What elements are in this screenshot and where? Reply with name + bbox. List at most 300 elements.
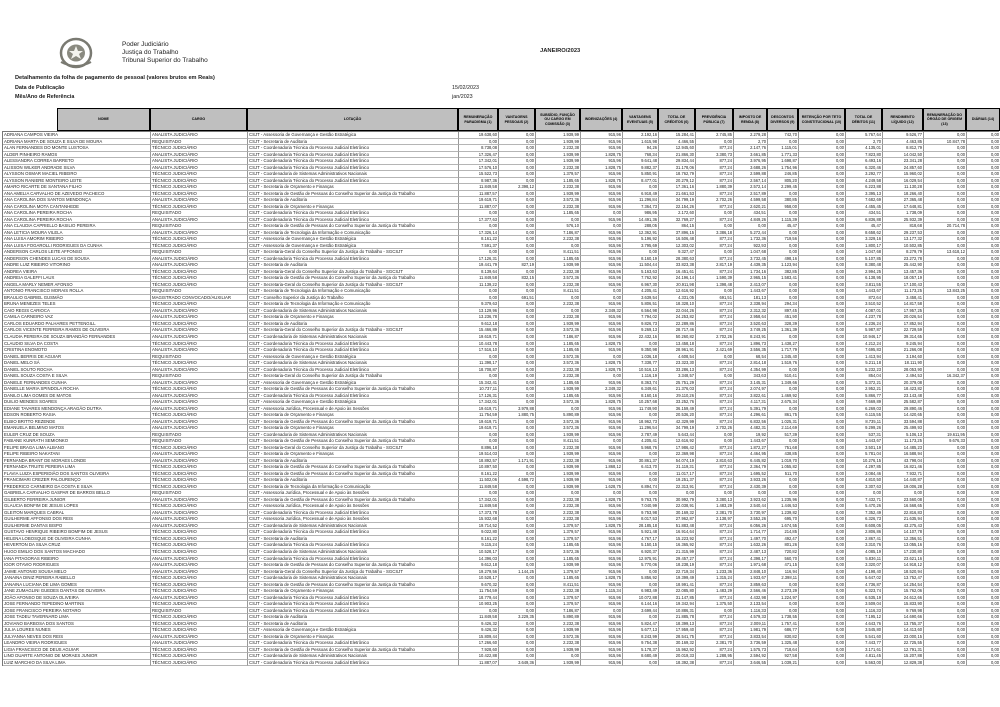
cell-cargo: REQUISITADO	[151, 249, 248, 256]
cell-value: 8.477,01	[623, 178, 659, 185]
cell-value: 915,96	[581, 380, 623, 387]
cell-value: 8.658,62	[846, 230, 883, 237]
reference-month-label: Mês/Ano de Referência	[15, 94, 75, 100]
cell-cargo: TÉCNICO JUDICIÁRIO	[151, 484, 248, 491]
cell-cargo: ANALISTA JUDICIÁRIO	[151, 347, 248, 354]
cell-value: 830,82	[768, 634, 799, 641]
cell-value: 0,00	[696, 438, 734, 445]
cell-cargo: TÉCNICO JUDICIÁRIO	[151, 647, 248, 654]
cell-cargo: TÉCNICO JUDICIÁRIO	[151, 582, 248, 589]
cell-value: 1.896,73	[734, 341, 768, 348]
cell-value: 877,24	[696, 243, 734, 250]
cell-name: ANDREIA GALEFFI LAUX	[3, 275, 151, 282]
cell-value: 0,00	[499, 425, 536, 432]
cell-name: FRANCIMARI CREZER PALOURENÇO	[3, 477, 151, 484]
cell-value: 915,96	[581, 158, 623, 165]
cell-value: 0,00	[967, 314, 1000, 321]
cell-value: 18.762,79	[659, 171, 696, 178]
cell-value: 0,00	[924, 295, 967, 302]
cell-value: 434,51	[734, 210, 768, 217]
cell-value: 0,00	[623, 614, 659, 621]
cell-value: 2.114,69	[768, 425, 799, 432]
cell-value: 0,00	[799, 197, 846, 204]
cell-value: 0,00	[924, 327, 967, 334]
cell-value: 0,00	[799, 341, 846, 348]
cell-lotacao: CSJT - Coordenadoria Técnica do Processo Judicial Eletrônico	[248, 256, 459, 263]
cell-value: 18.057,19	[883, 275, 924, 282]
cell-value: 33.823,38	[659, 262, 696, 269]
cell-name: GUILHERME DANTAS BISPO	[3, 523, 151, 530]
cell-value: 915,96	[581, 536, 623, 543]
cell-cargo: ANALISTA JUDICIÁRIO	[151, 419, 248, 426]
cell-value: 11.849,58	[459, 275, 499, 282]
cell-value: 0,00	[499, 341, 536, 348]
cell-lotacao: CSJT - Secretaria de Gestão de Pessoas do Conselho Superior da Justiça do Trabalho	[248, 647, 459, 654]
cell-value: 0,00	[799, 165, 846, 172]
cell-value: 3.348,57	[659, 373, 696, 380]
cell-value: 0,00	[799, 334, 846, 341]
cell-value: 0,00	[967, 458, 1000, 465]
cell-value: 0,00	[581, 223, 623, 230]
cell-value: 0,00	[623, 412, 659, 419]
cell-value: 27.365,48	[883, 197, 924, 204]
cell-value: 0,00	[459, 608, 499, 615]
cell-value: 5.563,00	[846, 660, 883, 667]
cell-value: 877,24	[696, 523, 734, 530]
cell-name: CAIO REGIS CARIOCA	[3, 308, 151, 315]
cell-value: 19.514,03	[459, 451, 499, 458]
cell-name: ANDERSON CARLOS LEITE AFFONSO	[3, 249, 151, 256]
cell-cargo: TÉCNICO JUDICIÁRIO	[151, 360, 248, 367]
cell-cargo: ANALISTA JUDICIÁRIO	[151, 314, 248, 321]
cell-value: 6.269,03	[846, 406, 883, 413]
cell-value: 0,00	[967, 660, 1000, 667]
cell-value: 0,00	[499, 647, 536, 654]
cell-value: 695,70	[768, 516, 799, 523]
cell-value: 3.395,13	[846, 191, 883, 198]
cell-value: 1.880,39	[696, 184, 734, 191]
cell-value: 0,00	[581, 490, 623, 497]
cell-value: 915,96	[581, 132, 623, 139]
cell-value: 14.420,65	[883, 412, 924, 419]
cell-value: 9.676,33	[924, 438, 967, 445]
cell-lotacao: CSJT - Secretaria de Gestão de Pessoas do Conselho Superior da Justiça do Trabalho	[248, 275, 459, 282]
cell-value: 0,00	[924, 334, 967, 341]
cell-cargo: ANALISTA JUDICIÁRIO	[151, 510, 248, 517]
cell-value: 33.594,88	[883, 419, 924, 426]
column-header: PREVIDÊNCIA PÚBLICA (7)	[695, 108, 733, 131]
cell-value: 0,00	[924, 529, 967, 536]
cell-value: 9.612,18	[459, 562, 499, 569]
cell-value: 922,93	[734, 243, 768, 250]
cell-lotacao: CSJT - Coordenadoria Técnica do Processo Judicial Eletrônico	[248, 152, 459, 159]
cell-value: 343,63	[734, 373, 768, 380]
cell-value: 1.315,24	[696, 575, 734, 582]
cell-value: 15.762,06	[883, 588, 924, 595]
cell-value: 7.695,83	[846, 347, 883, 354]
cell-cargo: REQUISITADO	[151, 373, 248, 380]
cell-value: 0,00	[799, 327, 846, 334]
cell-value: 0,00	[499, 334, 536, 341]
cell-value: 3.545,80	[846, 627, 883, 634]
cell-cargo: TÉCNICO JUDICIÁRIO	[151, 145, 248, 152]
cell-value: 915,96	[581, 647, 623, 654]
cell-value: 877,24	[696, 321, 734, 328]
cell-value: 3.572,36	[536, 354, 581, 361]
cell-value: 16.451,61	[659, 269, 696, 276]
cell-value: 2.338,94	[734, 301, 768, 308]
cell-value: 4.205,41	[623, 438, 659, 445]
cell-value: 15.284,41	[659, 132, 696, 139]
cell-value: 29.237,53	[883, 230, 924, 237]
cell-value: 5.677,13	[623, 627, 659, 634]
cell-lotacao: CSJT - Coordenadoria Técnica do Processo Judicial Eletrônico	[248, 393, 459, 400]
cell-value: 872,64	[846, 295, 883, 302]
cell-cargo: TÉCNICO JUDICIÁRIO	[151, 529, 248, 536]
cell-value: 0,00	[499, 386, 536, 393]
cell-value: 0,00	[499, 582, 536, 589]
cell-name: GUILHERME AFFONSO DOS REIS	[3, 516, 151, 523]
cell-value: 9.379,63	[459, 301, 499, 308]
cell-value: 43.275,43	[883, 523, 924, 530]
cell-value: 2.232,38	[536, 145, 581, 152]
cell-value: 1.880,75	[499, 412, 536, 419]
cell-value: 1.939,99	[536, 139, 581, 146]
cell-value: 0,00	[799, 582, 846, 589]
cell-value: 15.833,90	[883, 601, 924, 608]
cell-value: 1.171,91	[499, 458, 536, 465]
cell-value: 986,95	[623, 210, 659, 217]
cell-value: 11.887,07	[459, 204, 499, 211]
cell-value: 877,24	[696, 399, 734, 406]
cell-value: 832,15	[499, 275, 536, 282]
cell-value: 0,00	[967, 575, 1000, 582]
cell-value: 1.939,99	[536, 627, 581, 634]
cell-value: 10.737,11	[459, 386, 499, 393]
cell-value: 4.331,05	[659, 295, 696, 302]
cell-cargo: ANALISTA JUDICIÁRIO	[151, 152, 248, 159]
cell-value: 18.962,73	[623, 419, 659, 426]
cell-value: 0,00	[967, 158, 1000, 165]
cell-value: 7.186,87	[536, 230, 581, 237]
cell-cargo: ANALISTA JUDICIÁRIO	[151, 595, 248, 602]
cell-value: 0,00	[499, 373, 536, 380]
cell-value: 0,00	[967, 347, 1000, 354]
cell-value: 1.828,75	[581, 178, 623, 185]
cell-value: 0,00	[696, 139, 734, 146]
cell-value: 0,00	[799, 178, 846, 185]
cell-value: 915,96	[581, 334, 623, 341]
cell-value: 0,00	[799, 256, 846, 263]
cell-value: 1.379,57	[536, 523, 581, 530]
column-header: VANTAGENS PESSOAIS (2)	[498, 108, 535, 131]
cell-value: 6.326,73	[846, 516, 883, 523]
cell-value: 915,96	[581, 621, 623, 628]
cell-value: 0,00	[799, 536, 846, 543]
cell-value: 0,00	[499, 399, 536, 406]
cell-value: 7.364,73	[623, 204, 659, 211]
cell-cargo: TÉCNICO JUDICIÁRIO	[151, 621, 248, 628]
cell-value: 0,00	[799, 510, 846, 517]
cell-value: 22.369,98	[659, 451, 696, 458]
cell-value: 13.457,36	[883, 269, 924, 276]
cell-name: DUILIO MENDES SOARES	[3, 399, 151, 406]
cell-value: 0,00	[499, 223, 536, 230]
cell-value: 13.843,25	[924, 288, 967, 295]
cell-value: 0,00	[799, 608, 846, 615]
cell-cargo: TÉCNICO JUDICIÁRIO	[151, 614, 248, 621]
cell-value: 1.828,75	[581, 165, 623, 172]
cell-value: 0,00	[768, 406, 799, 413]
cell-value: 511,70	[768, 471, 799, 478]
cell-value: 0,00	[696, 432, 734, 439]
cell-value: 3.822,61	[734, 393, 768, 400]
cell-lotacao: CSJT - Assessoria Jurídica, Processual e de Apoio às Sessões	[248, 490, 459, 497]
cell-value: 0,00	[967, 549, 1000, 556]
cell-value: 0,00	[581, 608, 623, 615]
column-header: DIÁRIAS (14)	[966, 108, 1000, 131]
column-header: VANTAGENS EVENTUAIS (5)	[622, 108, 658, 131]
cell-value: 1.233,36	[696, 569, 734, 576]
cell-value: 0,00	[967, 165, 1000, 172]
cell-value: 16.914,64	[659, 529, 696, 536]
cell-value: 17.230,80	[883, 549, 924, 556]
cell-value: 29.457,27	[659, 556, 696, 563]
cell-value: 0,00	[924, 210, 967, 217]
cell-value: 1.185,65	[536, 210, 581, 217]
cell-value: 1.771,33	[768, 152, 799, 159]
cell-value: 4.205,41	[623, 288, 659, 295]
cell-value: 214,85	[768, 529, 799, 536]
cell-value: 1.413,94	[846, 354, 883, 361]
cell-value: 0,00	[924, 647, 967, 654]
cell-value: 4.135,01	[846, 145, 883, 152]
cell-value: 2.232,38	[536, 588, 581, 595]
cell-cargo: ANALISTA JUDICIÁRIO	[151, 640, 248, 647]
cell-value: 0,00	[499, 210, 536, 217]
cell-value: 0,00	[499, 484, 536, 491]
cell-value: 9.826,73	[623, 321, 659, 328]
column-header: TOTAL DE DÉBITOS (11)	[845, 108, 882, 131]
cell-value: 0,00	[883, 490, 924, 497]
cell-value: 0,00	[924, 341, 967, 348]
cell-name: ALISSON WILKER ANDRADE SILVA	[3, 165, 151, 172]
cell-value: 50.260,82	[659, 334, 696, 341]
cell-value: 927,58	[768, 653, 799, 660]
cell-name: ELBIO BRITTO REZENDE	[3, 419, 151, 426]
cell-name: IGOR OTAVIO RODRIGUES	[3, 562, 151, 569]
cell-name: ANA LUISA FOGAROLLI RODRIGUES DA CUNHA	[3, 243, 151, 250]
cell-value: 0,00	[967, 191, 1000, 198]
cell-value: 915,96	[581, 582, 623, 589]
cell-value: 0,00	[967, 308, 1000, 315]
cell-value: 294,34	[768, 301, 799, 308]
cell-cargo: REQUISITADO	[151, 223, 248, 230]
cell-value: 2.232,38	[536, 373, 581, 380]
cell-value: 718,64	[768, 647, 799, 654]
cell-name: ANDRE LUIZ RIBEIRO VITORINO	[3, 262, 151, 269]
cell-lotacao: CSJT - Coordenadoria Técnica do Processo Judicial Eletrônico	[248, 595, 459, 602]
cell-value: 915,96	[581, 145, 623, 152]
cell-value: 915,96	[581, 262, 623, 269]
cell-value: 4.810,50	[846, 477, 883, 484]
cell-name: ANGELA MARLY NEMER AFONSO	[3, 282, 151, 289]
cell-value: 0,00	[499, 640, 536, 647]
cell-value: 915,96	[581, 529, 623, 536]
cell-value: 22.289,86	[659, 321, 696, 328]
cell-value: 0,00	[924, 171, 967, 178]
cell-value: 8.738,08	[459, 145, 499, 152]
cell-value: 8.411,51	[536, 582, 581, 589]
cell-cargo: TÉCNICO JUDICIÁRIO	[151, 184, 248, 191]
cell-value: 0,00	[967, 334, 1000, 341]
cell-value: 7.432,71	[846, 497, 883, 504]
cell-value: 15.466,89	[459, 327, 499, 334]
cell-lotacao: CSJT - Coordenadoria de Sistemas Administrativos Nacionais	[248, 575, 459, 582]
cell-value: 3.811,55	[846, 282, 883, 289]
cell-lotacao: CSJT - Coordenadoria de Sistemas Administrativos Nacionais	[248, 360, 459, 367]
reference-period: JANEIRO/2023	[540, 48, 581, 54]
cell-value: 0,00	[499, 256, 536, 263]
cell-value: 1.288,95	[696, 653, 734, 660]
cell-value: 24.857,60	[883, 165, 924, 172]
cell-name: JOSE FRANCISCO PEREIRA NOTARO	[3, 608, 151, 615]
cell-value: 0,00	[499, 288, 536, 295]
cell-value: 2.994,25	[846, 269, 883, 276]
cell-value: 13.618,12	[924, 249, 967, 256]
cell-value: 0,00	[924, 634, 967, 641]
cell-value: 13.458,18	[659, 341, 696, 348]
cell-value: 1.379,57	[536, 529, 581, 536]
cell-lotacao: CSJT - Assessoria de Governança e Gestão Estratégica	[248, 380, 459, 387]
cell-value: 0,00	[768, 210, 799, 217]
cell-value: 17.373,78	[459, 510, 499, 517]
cell-value: 0,00	[967, 601, 1000, 608]
cell-value: 0,00	[924, 464, 967, 471]
cell-value: 0,00	[499, 204, 536, 211]
cell-value: 1.047,68	[846, 249, 883, 256]
cell-value: 0,00	[967, 152, 1000, 159]
cell-value: 0,00	[799, 445, 846, 452]
cell-value: 2.172,60	[659, 210, 696, 217]
cell-value: 0,00	[499, 595, 536, 602]
cell-value: 1.828,75	[581, 360, 623, 367]
cell-value: 2.540,44	[734, 503, 768, 510]
cell-value: 2.147,76	[734, 145, 768, 152]
cell-value: 1.971,68	[734, 562, 768, 569]
cell-value: 0,00	[924, 484, 967, 491]
cell-value: 51.883,48	[659, 523, 696, 530]
cell-value: 0,00	[623, 249, 659, 256]
cell-value: 0,00	[799, 575, 846, 582]
column-header: IMPOSTO DE RENDA (8)	[733, 108, 767, 131]
cell-value: 0,00	[623, 569, 659, 576]
cell-value: 2.567,14	[734, 178, 768, 185]
cell-value: 31.178,06	[659, 165, 696, 172]
document-title: Detalhamento da folha de pagamento de pessoal (valores brutos em Reais)	[15, 75, 215, 81]
cell-cargo: ANALISTA JUDICIÁRIO	[151, 197, 248, 204]
cell-value: 877,24	[696, 529, 734, 536]
cell-value: 0,00	[967, 210, 1000, 217]
cell-cargo: TÉCNICO JUDICIÁRIO	[151, 471, 248, 478]
cell-value: 1.800,17	[846, 243, 883, 250]
cell-value: 29.834,44	[659, 158, 696, 165]
cell-value: 0,00	[799, 419, 846, 426]
cell-name: CAMILA CARNEIRO VAZ	[3, 314, 151, 321]
cell-cargo: MAGISTRADO CONVOCADO/AUXILIAR	[151, 295, 248, 302]
cell-value: 0,00	[799, 432, 846, 439]
cell-value: 0,00	[924, 536, 967, 543]
cell-value: 877,24	[696, 536, 734, 543]
cell-name: GUSTAVO HENRIQUE RIBEIRO BOMFIM DE JESUS	[3, 529, 151, 536]
cell-value: 10.897,50	[459, 464, 499, 471]
cell-value: 1.939,99	[536, 464, 581, 471]
cell-lotacao: CSJT - Coordenadoria Técnica do Processo Judicial Eletrônico	[248, 341, 459, 348]
cell-value: 5.836,11	[846, 556, 883, 563]
cell-value: 2.232,38	[536, 184, 581, 191]
cell-lotacao: CSJT - Secretaria de Gestão de Pessoas do Conselho Superior da Justiça do Trabalho	[248, 419, 459, 426]
cell-lotacao: CSJT - Secretaria de Auditoria	[248, 321, 459, 328]
cell-value: 0,00	[581, 288, 623, 295]
cell-value: 181,13	[734, 295, 768, 302]
cell-value: 0,00	[924, 542, 967, 549]
cell-value: 2.702,26	[696, 197, 734, 204]
cell-lotacao: CSJT - Secretaria de Orçamento e Finanças	[248, 412, 459, 419]
cell-value: 1.981,79	[734, 627, 768, 634]
cell-cargo: ANALISTA JUDICIÁRIO	[151, 230, 248, 237]
cell-value: 11.887,07	[459, 660, 499, 667]
cell-value: 5.781,04	[846, 451, 883, 458]
cell-lotacao: CSJT - Coordenadoria Técnica do Processo Judicial Eletrônico	[248, 210, 459, 217]
cell-value: 0,00	[967, 582, 1000, 589]
cell-lotacao: CSJT - Assessoria Jurídica, Processual e de Apoio às Sessões	[248, 406, 459, 413]
cell-value: 32.769,27	[659, 217, 696, 224]
cell-value: 0,00	[499, 165, 536, 172]
cell-value: 915,96	[581, 184, 623, 191]
cell-name: FELIPE RIBEIRO NAKATANI	[3, 451, 151, 458]
cell-value: 5.391,79	[734, 406, 768, 413]
cell-value: 915,96	[581, 171, 623, 178]
cell-value: 877,24	[696, 236, 734, 243]
cell-value: 434,51	[846, 210, 883, 217]
cell-value: 7.762,92	[623, 275, 659, 282]
cell-cargo: ANALISTA JUDICIÁRIO	[151, 217, 248, 224]
cell-name: JOSE TADEU TAVERNARD LIMA	[3, 614, 151, 621]
cell-value: 1.116,33	[734, 608, 768, 615]
cell-value: 877,24	[696, 445, 734, 452]
cell-value: 0,00	[768, 230, 799, 237]
cell-value: 23.621,16	[883, 556, 924, 563]
cell-value: 2.232,38	[536, 204, 581, 211]
cell-value: 5.196,92	[623, 236, 659, 243]
cell-value: 4.599,58	[734, 197, 768, 204]
cell-cargo: ANALISTA JUDICIÁRIO	[151, 256, 248, 263]
cell-value: 0,00	[799, 542, 846, 549]
cell-value: 0,00	[924, 399, 967, 406]
cell-value: 0,00	[967, 295, 1000, 302]
cell-value: 0,00	[967, 490, 1000, 497]
cell-value: 0,00	[768, 367, 799, 374]
cell-value: 5.372,21	[846, 380, 883, 387]
cell-value: 1.519,76	[768, 360, 799, 367]
cell-value: 0,00	[799, 588, 846, 595]
cell-value: 1.345,40	[768, 354, 799, 361]
cell-value: 0,00	[967, 262, 1000, 269]
cell-value: 2.572,14	[734, 184, 768, 191]
cell-value: 1.939,99	[536, 152, 581, 159]
cell-value: 0,00	[499, 451, 536, 458]
cell-value: 1.828,75	[581, 341, 623, 348]
